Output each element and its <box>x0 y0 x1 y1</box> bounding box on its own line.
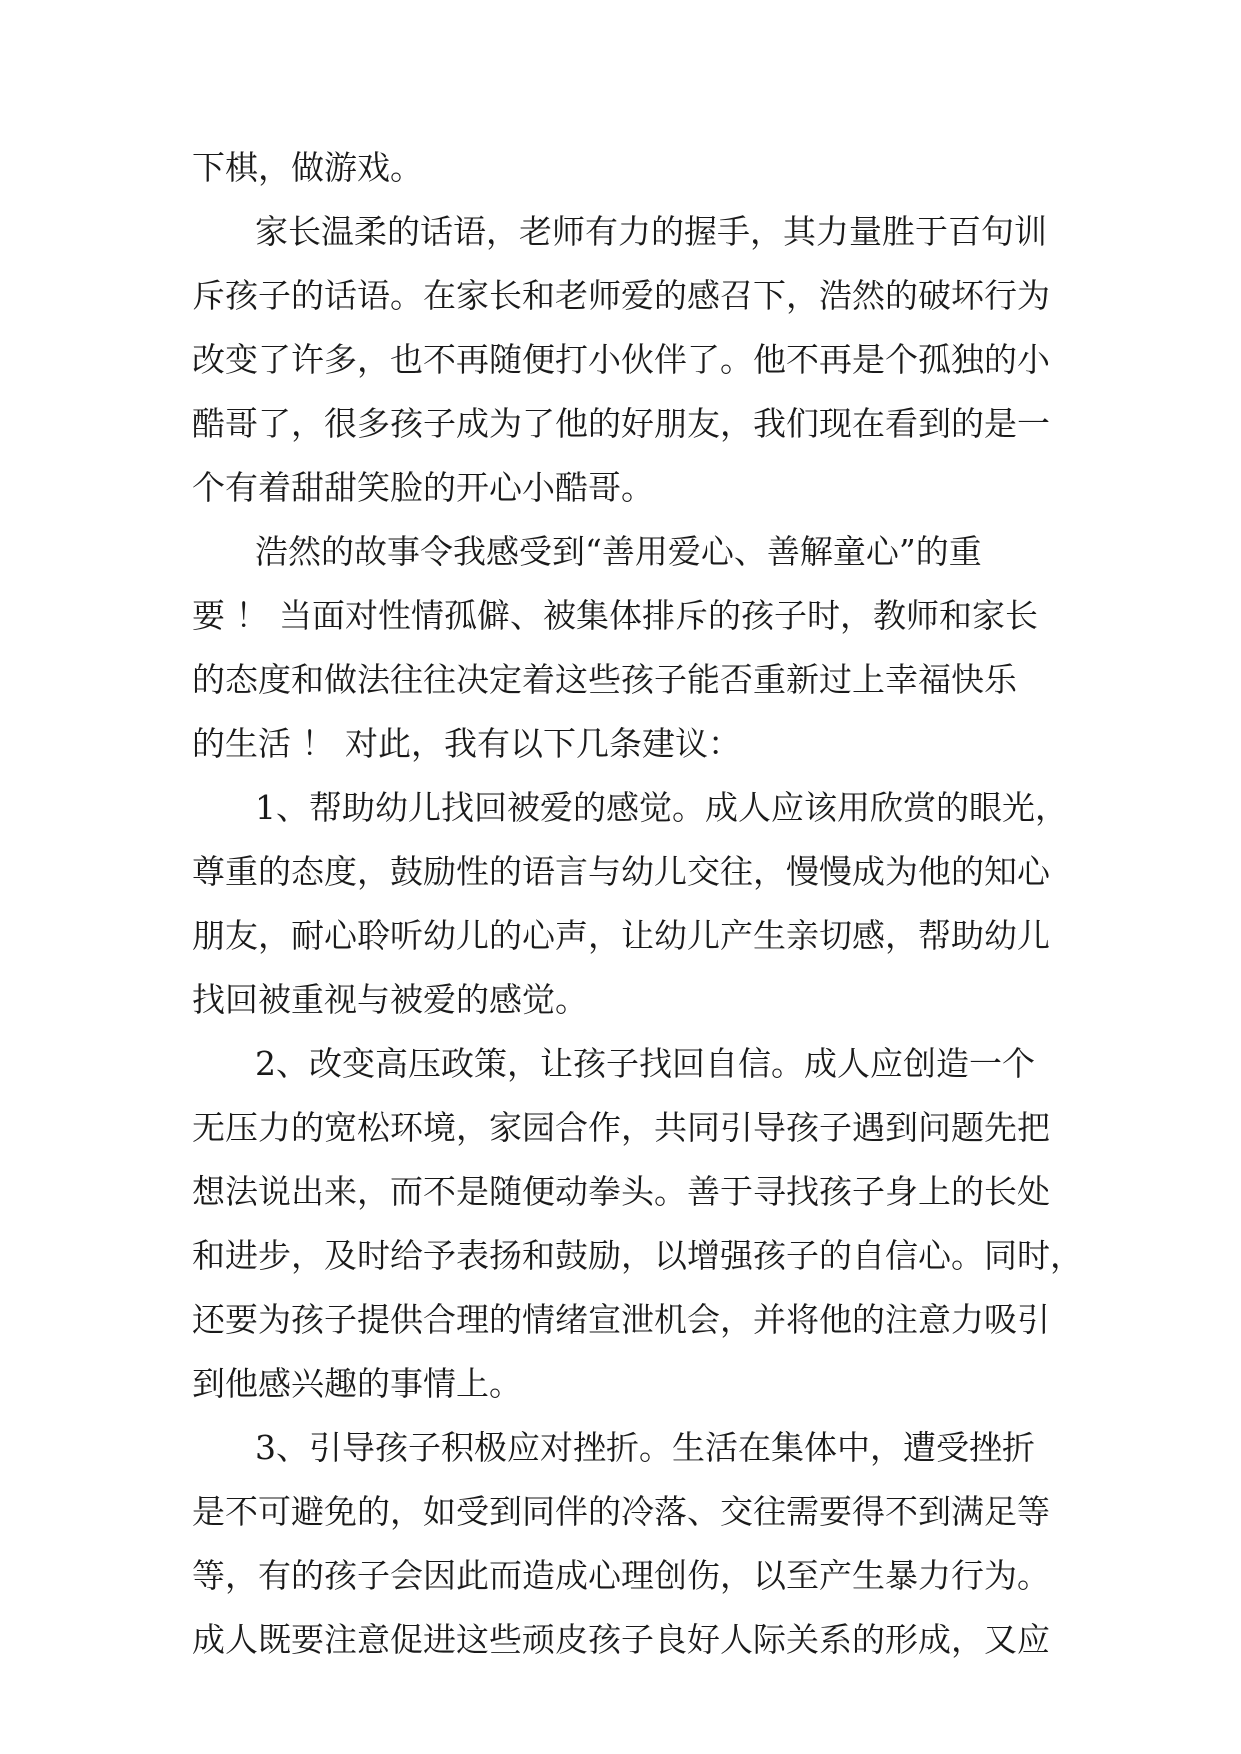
text-line: 1、帮助幼儿找回被爱的感觉。成人应该用欣赏的眼光， <box>255 788 1068 827</box>
text-line: 2、改变高压政策，让孩子找回自信。成人应创造一个 <box>255 1044 1035 1083</box>
text-line: 和进步，及时给予表扬和鼓励，以增强孩子的自信心。同时， <box>192 1236 1083 1275</box>
text-line: 改变了许多，也不再随便打小伙伴了。他不再是个孤独的小 <box>192 340 1050 379</box>
text-line: 想法说出来，而不是随便动拳头。善于寻找孩子身上的长处 <box>192 1172 1050 1211</box>
text-line: 无压力的宽松环境，家园合作，共同引导孩子遇到问题先把 <box>192 1108 1050 1147</box>
text-line: 成人既要注意促进这些顽皮孩子良好人际关系的形成，又应 <box>192 1620 1050 1659</box>
text-line: 的生活 ！ 对此，我有以下几条建议： <box>192 724 741 763</box>
text-line: 到他感兴趣的事情上。 <box>192 1364 522 1403</box>
text-line: 还要为孩子提供合理的情绪宣泄机会，并将他的注意力吸引 <box>192 1300 1050 1339</box>
text-line: 酷哥了，很多孩子成为了他的好朋友，我们现在看到的是一 <box>192 404 1050 443</box>
text-line: 的态度和做法往往决定着这些孩子能否重新过上幸福快乐 <box>192 660 1017 699</box>
text-line: 浩然的故事令我感受到“善用爱心、善解童心”的重 <box>255 532 982 571</box>
text-line: 家长温柔的话语，老师有力的握手，其力量胜于百句训 <box>255 212 1047 251</box>
text-line: 等，有的孩子会因此而造成心理创伤，以至产生暴力行为。 <box>192 1556 1050 1595</box>
text-line: 尊重的态度，鼓励性的语言与幼儿交往，慢慢成为他的知心 <box>192 852 1050 891</box>
text-line: 3、引导孩子积极应对挫折。生活在集体中，遭受挫折 <box>255 1428 1035 1467</box>
text-line: 朋友，耐心聆听幼儿的心声，让幼儿产生亲切感，帮助幼儿 <box>192 916 1050 955</box>
text-line: 下棋，做游戏。 <box>192 148 423 187</box>
text-line: 斥孩子的话语。在家长和老师爱的感召下，浩然的破坏行为 <box>192 276 1050 315</box>
text-line: 要 ！ 当面对性情孤僻、被集体排斥的孩子时，教师和家长 <box>192 596 1038 635</box>
text-line: 找回被重视与被爱的感觉。 <box>192 980 588 1019</box>
text-line: 个有着甜甜笑脸的开心小酷哥。 <box>192 468 654 507</box>
text-line: 是不可避免的，如受到同伴的冷落、交往需要得不到满足等 <box>192 1492 1050 1531</box>
